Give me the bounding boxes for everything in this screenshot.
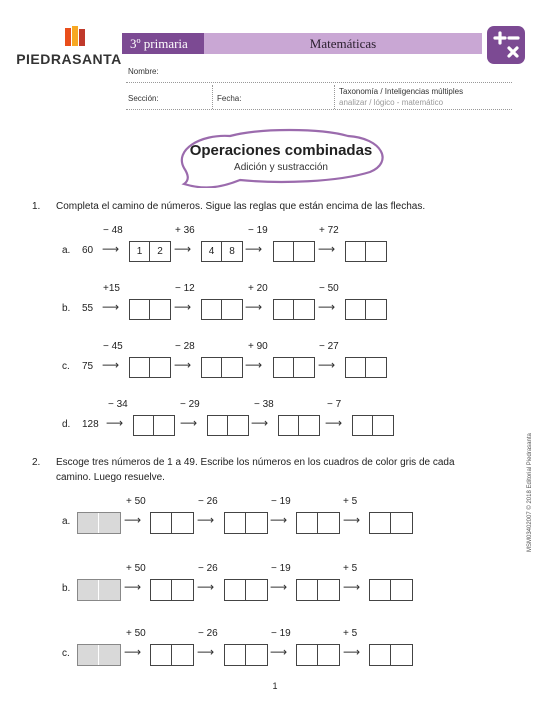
digit-units[interactable] xyxy=(222,300,242,319)
rule-label: − 19 xyxy=(271,496,291,507)
digit-units[interactable] xyxy=(373,416,393,435)
answer-box[interactable] xyxy=(273,357,315,378)
rule-label: + 50 xyxy=(126,563,146,574)
arrow-icon: ⟶ xyxy=(245,242,263,256)
digit-units[interactable] xyxy=(366,300,386,319)
rule-label: + 20 xyxy=(248,283,268,294)
row-letter: a. xyxy=(62,516,71,527)
arrow-icon: ⟶ xyxy=(270,580,288,594)
digit-tens[interactable] xyxy=(274,358,294,377)
answer-box[interactable] xyxy=(129,241,171,262)
digit-units[interactable] xyxy=(99,513,120,533)
answer-box[interactable] xyxy=(369,644,413,666)
answer-box[interactable] xyxy=(273,299,315,320)
answer-box[interactable] xyxy=(150,512,194,534)
rule-label: − 50 xyxy=(319,283,339,294)
rule-label: − 26 xyxy=(198,628,218,639)
answer-box[interactable] xyxy=(224,512,268,534)
chosen-number-box[interactable] xyxy=(77,512,121,534)
arrow-icon: ⟶ xyxy=(174,358,192,372)
digit-units[interactable] xyxy=(99,580,120,600)
digit-tens[interactable] xyxy=(202,358,222,377)
start-number: 60 xyxy=(82,245,94,256)
digit-units[interactable] xyxy=(150,358,170,377)
chosen-number-box[interactable] xyxy=(77,579,121,601)
arrow-icon: ⟶ xyxy=(325,416,343,430)
arrow-icon: ⟶ xyxy=(343,513,361,527)
fields-bottom-line xyxy=(126,109,512,110)
field-divider xyxy=(334,85,335,109)
arrow-icon: ⟶ xyxy=(102,358,120,372)
arrow-icon: ⟶ xyxy=(343,580,361,594)
digit-units[interactable] xyxy=(150,300,170,319)
rule-label: − 45 xyxy=(103,341,123,352)
answer-box[interactable] xyxy=(129,299,171,320)
arrow-icon: ⟶ xyxy=(318,242,336,256)
brand-logo xyxy=(14,24,124,70)
digit-units[interactable]: 8 xyxy=(229,246,235,257)
digit-units[interactable] xyxy=(294,300,314,319)
exercise1-instruction: Completa el camino de números. Sigue las reglas que están encima de las flechas. xyxy=(56,201,426,212)
digit-units[interactable] xyxy=(172,645,193,665)
answer-box[interactable] xyxy=(224,579,268,601)
nombre-line[interactable] xyxy=(126,82,512,83)
digit-tens[interactable] xyxy=(130,300,150,319)
subject-label: Matemáticas xyxy=(309,36,377,51)
arrow-icon: ⟶ xyxy=(197,580,215,594)
rule-label: + 90 xyxy=(248,341,268,352)
rule-label: − 19 xyxy=(271,563,291,574)
answer-box[interactable] xyxy=(296,644,340,666)
rule-label: + 5 xyxy=(343,563,358,574)
answer-box[interactable] xyxy=(352,415,394,436)
rule-label: − 48 xyxy=(103,225,123,236)
answer-box[interactable] xyxy=(201,357,243,378)
arrow-icon: ⟶ xyxy=(197,513,215,527)
exercise2-instruction-cont: camino. Luego resuelve. xyxy=(56,472,165,483)
digit-units[interactable] xyxy=(318,580,339,600)
row-letter: c. xyxy=(62,648,70,659)
start-number: 75 xyxy=(82,361,94,372)
digit-units[interactable] xyxy=(391,513,412,533)
digit-tens[interactable]: 4 xyxy=(202,242,222,261)
digit-units[interactable] xyxy=(246,513,267,533)
exercise1-number: 1. xyxy=(32,201,41,212)
answer-box[interactable] xyxy=(278,415,320,436)
digit-units[interactable] xyxy=(366,358,386,377)
rule-label: − 27 xyxy=(319,341,339,352)
digit-tens[interactable] xyxy=(274,242,294,261)
arrow-icon: ⟶ xyxy=(251,416,269,430)
rule-label: − 7 xyxy=(327,399,342,410)
rule-label: − 34 xyxy=(108,399,128,410)
digit-units[interactable] xyxy=(294,358,314,377)
rule-label: + 50 xyxy=(126,496,146,507)
digit-units[interactable] xyxy=(246,645,267,665)
arrow-icon: ⟶ xyxy=(343,645,361,659)
page-number: 1 xyxy=(272,681,278,691)
digit-tens[interactable] xyxy=(297,580,318,600)
digit-tens[interactable] xyxy=(297,513,318,533)
digit-units[interactable] xyxy=(99,645,120,665)
plus-minus-times-icon xyxy=(487,26,525,64)
answer-box[interactable] xyxy=(129,357,171,378)
digit-tens[interactable] xyxy=(225,580,246,600)
digit-units[interactable] xyxy=(318,513,339,533)
digit-units[interactable] xyxy=(222,358,242,377)
row-letter: c. xyxy=(62,361,70,372)
digit-tens[interactable] xyxy=(151,513,172,533)
rule-label: − 19 xyxy=(248,225,268,236)
copyright-code: MSM03402007 © 2018 Editorial Piedrasanta xyxy=(527,433,533,552)
digit-units[interactable] xyxy=(246,580,267,600)
answer-box[interactable] xyxy=(150,579,194,601)
arrow-icon: ⟶ xyxy=(180,416,198,430)
books-icon xyxy=(64,26,86,48)
rule-label: − 12 xyxy=(175,283,195,294)
answer-box[interactable] xyxy=(224,644,268,666)
rule-label: − 26 xyxy=(198,563,218,574)
rule-label: + 72 xyxy=(319,225,339,236)
exercise2-number: 2. xyxy=(32,457,41,468)
row-letter: b. xyxy=(62,303,71,314)
rule-label: − 19 xyxy=(271,628,291,639)
arrow-icon: ⟶ xyxy=(270,513,288,527)
rule-label: + 5 xyxy=(343,496,358,507)
answer-box[interactable] xyxy=(273,241,315,262)
answer-box[interactable] xyxy=(207,415,249,436)
arrow-icon: ⟶ xyxy=(106,416,124,430)
digit-tens[interactable] xyxy=(151,645,172,665)
fecha-label: Fecha: xyxy=(217,94,242,103)
digit-tens[interactable] xyxy=(274,300,294,319)
rule-label: − 26 xyxy=(198,496,218,507)
field-divider xyxy=(212,85,213,109)
rule-label: − 29 xyxy=(180,399,200,410)
arrow-icon: ⟶ xyxy=(270,645,288,659)
math-badge xyxy=(487,26,525,64)
digit-tens[interactable] xyxy=(279,416,299,435)
digit-units[interactable] xyxy=(154,416,174,435)
digit-tens[interactable] xyxy=(78,580,99,600)
digit-tens[interactable] xyxy=(346,300,366,319)
seccion-label: Sección: xyxy=(128,94,159,103)
grade-label: 3º primaria xyxy=(122,33,204,54)
digit-tens[interactable] xyxy=(353,416,373,435)
row-letter: d. xyxy=(62,419,71,430)
digit-units[interactable] xyxy=(391,580,412,600)
arrow-icon: ⟶ xyxy=(318,300,336,314)
digit-tens[interactable] xyxy=(130,358,150,377)
digit-tens[interactable] xyxy=(370,645,391,665)
arrow-icon: ⟶ xyxy=(174,300,192,314)
arrow-icon: ⟶ xyxy=(318,358,336,372)
start-number: 128 xyxy=(82,419,99,430)
chosen-number-box[interactable] xyxy=(77,644,121,666)
digit-tens[interactable] xyxy=(225,513,246,533)
exercise2-instruction: Escoge tres números de 1 a 49. Escribe los números en los cuadros de color gris de cada xyxy=(56,457,455,468)
answer-box[interactable] xyxy=(369,579,413,601)
start-number: 55 xyxy=(82,303,94,314)
rule-label: + 50 xyxy=(126,628,146,639)
arrow-icon: ⟶ xyxy=(197,645,215,659)
digit-tens[interactable] xyxy=(202,300,222,319)
digit-units[interactable]: 2 xyxy=(157,246,163,257)
rule-label: − 28 xyxy=(175,341,195,352)
answer-box[interactable] xyxy=(345,299,387,320)
arrow-icon: ⟶ xyxy=(124,580,142,594)
digit-tens[interactable]: 1 xyxy=(130,242,150,261)
answer-box[interactable] xyxy=(296,579,340,601)
taxonomia-values: analizar / lógico - matemático xyxy=(339,98,444,107)
digit-tens[interactable] xyxy=(134,416,154,435)
rule-label: +15 xyxy=(103,283,120,294)
taxonomia-label: Taxonomía / Inteligencias múltiples xyxy=(339,87,464,96)
digit-units[interactable] xyxy=(299,416,319,435)
digit-tens[interactable] xyxy=(346,242,366,261)
arrow-icon: ⟶ xyxy=(245,300,263,314)
brand-name: PIEDRASANTA xyxy=(16,51,122,67)
answer-box[interactable] xyxy=(201,299,243,320)
answer-box[interactable] xyxy=(345,357,387,378)
digit-tens[interactable] xyxy=(151,580,172,600)
arrow-icon: ⟶ xyxy=(124,513,142,527)
answer-box[interactable] xyxy=(133,415,175,436)
row-letter: a. xyxy=(62,245,71,256)
digit-tens[interactable] xyxy=(225,645,246,665)
answer-box[interactable] xyxy=(296,512,340,534)
arrow-icon: ⟶ xyxy=(245,358,263,372)
arrow-icon: ⟶ xyxy=(102,300,120,314)
digit-tens[interactable] xyxy=(370,580,391,600)
digit-tens[interactable] xyxy=(78,645,99,665)
digit-units[interactable] xyxy=(318,645,339,665)
header-bar xyxy=(122,33,482,54)
digit-tens[interactable] xyxy=(346,358,366,377)
answer-box[interactable] xyxy=(345,241,387,262)
rule-label: − 38 xyxy=(254,399,274,410)
rule-label: + 36 xyxy=(175,225,195,236)
digit-units[interactable] xyxy=(172,513,193,533)
rule-label: + 5 xyxy=(343,628,358,639)
digit-units[interactable] xyxy=(228,416,248,435)
answer-box[interactable] xyxy=(150,644,194,666)
digit-units[interactable] xyxy=(366,242,386,261)
digit-tens[interactable] xyxy=(297,645,318,665)
page-title: Operaciones combinadas xyxy=(189,142,373,159)
answer-box[interactable] xyxy=(369,512,413,534)
digit-tens[interactable] xyxy=(208,416,228,435)
digit-tens[interactable] xyxy=(78,513,99,533)
digit-units[interactable] xyxy=(294,242,314,261)
arrow-icon: ⟶ xyxy=(174,242,192,256)
digit-tens[interactable] xyxy=(370,513,391,533)
page-subtitle: Adición y sustracción xyxy=(234,162,328,173)
nombre-label: Nombre: xyxy=(128,67,159,76)
digit-units[interactable] xyxy=(172,580,193,600)
arrow-icon: ⟶ xyxy=(102,242,120,256)
digit-units[interactable] xyxy=(391,645,412,665)
answer-box[interactable] xyxy=(201,241,243,262)
row-letter: b. xyxy=(62,583,71,594)
arrow-icon: ⟶ xyxy=(124,645,142,659)
